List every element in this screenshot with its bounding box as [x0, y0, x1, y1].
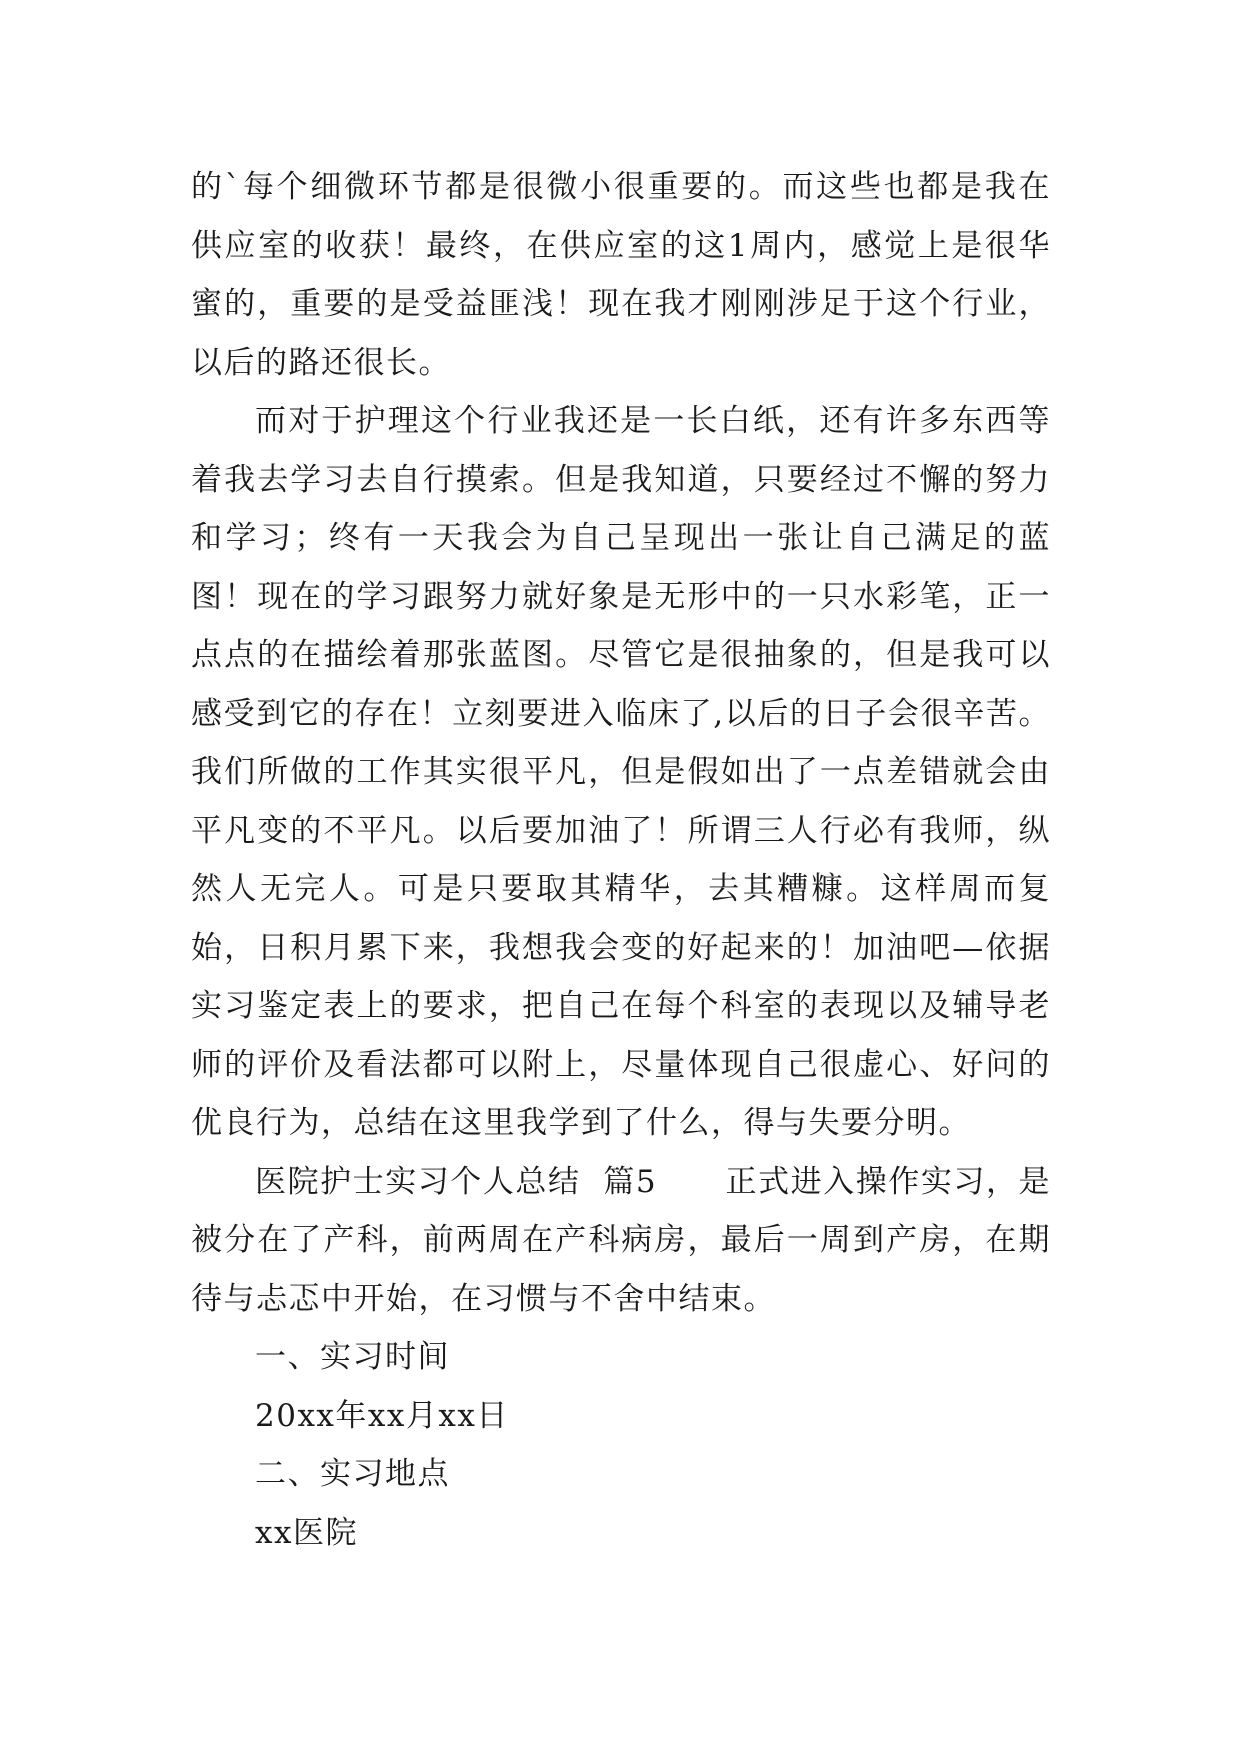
section-paragraph-text: 正式进入操作实习，是被分在了产科，前两周在产科病房，最后一周到产房，在期待与忐忑中开始，在习惯与不舍中结束。 — [191, 1163, 1052, 1317]
item-internship-time-heading: 一、实习时间 — [255, 1339, 450, 1375]
paragraph-1: 的`每个细微环节都是很微小很重要的。而这些也都是我在供应室的收获！最终，在供应室的这1周内，感觉上是很华蜜的，重要的是受益匪浅！现在我才刚刚涉足于这个行业，以后的路还很长。 — [191, 169, 1051, 381]
item-internship-place-value: xx医院 — [255, 1514, 358, 1551]
item-internship-time-value: 20xx年xx月xx日 — [255, 1397, 509, 1434]
section-paragraph — [191, 1153, 1051, 1329]
section-heading: 医院护士实习个人总结 篇5 — [255, 1163, 658, 1200]
heading-gap — [657, 1164, 725, 1200]
paragraph-2: 而对于护理这个行业我还是一长白纸，还有许多东西等着我去学习去自行摸索。但是我知道，只要经过不懈的努力和学习；终有一天我会为自己呈现出一张让自己满足的蓝图！现在的学习跟努力就好象是无形中的一只水彩笔，正一点点的在描绘着那张蓝图。尽管它是很抽象的，但是我可以感受到它的存在！立刻要进入临床了,以后的日子会很辛苦。我们所做的工作其实很平凡，但是假如出了一点差错就会由平凡变的不平凡。以后要加油了！所谓三人行必有我师，纵然人无完人。可是只要取其精华，去其糟糠。这样周而复始，日积月累下来，我想我会变的好起来的！加油吧—依据实习鉴定表上的要求，把自己在每个科室的表现以及辅导老师的评价及看法都可以附上，尽量体现自己很虚心、好问的优良行为，总结在这里我学到了什么，得与失要分明。 — [191, 403, 1051, 1141]
item-internship-place-heading: 二、实习地点 — [255, 1456, 450, 1492]
